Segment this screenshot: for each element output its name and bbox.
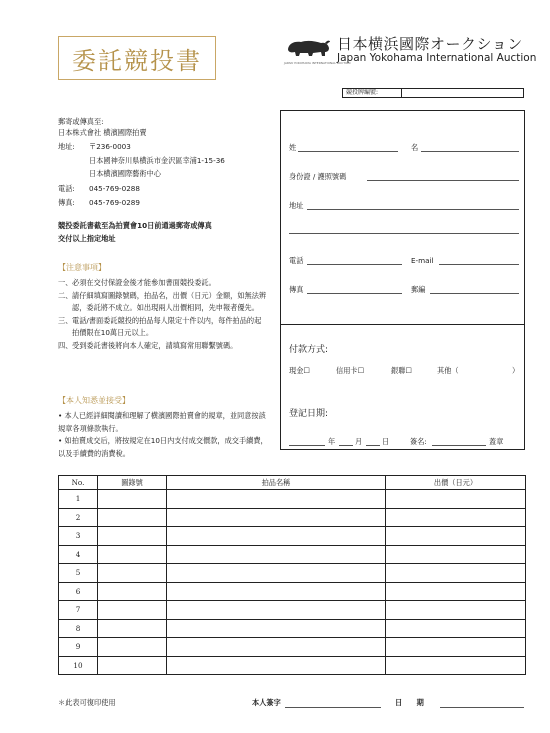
bid-amount-cell[interactable] <box>386 638 526 657</box>
lot-table <box>58 475 526 675</box>
surname-label: 姓 <box>289 143 297 152</box>
notes-list <box>58 277 268 353</box>
surname-field[interactable] <box>298 150 398 152</box>
row-number: 1 <box>59 490 98 509</box>
date-footer-field[interactable] <box>440 706 524 708</box>
copy-note: ＊此表可復印使用 <box>58 698 116 707</box>
payment-cash-checkbox[interactable]: 現金☐ <box>289 366 310 375</box>
row-number: 10 <box>59 656 98 675</box>
postcode-label: 郵編 <box>411 285 426 294</box>
payment-card-checkbox[interactable]: 信用卡☐ <box>336 366 365 375</box>
year-label: 年 <box>328 437 336 446</box>
note-number: 二、 <box>58 290 73 300</box>
deadline-note-2: 交付以上指定地址 <box>58 234 116 243</box>
postal-code: 〒236-0003 <box>89 142 131 151</box>
form-divider <box>280 324 525 325</box>
row-number: 5 <box>59 564 98 583</box>
acknowledge-item: • 本人已經詳細閱讀和理解了横濱國際拍賣會的規章，並同意按該規章各項條款執行。 <box>58 411 266 433</box>
payment-unionpay-checkbox[interactable]: 銀聯☐ <box>391 366 412 375</box>
email-field[interactable] <box>439 263 519 265</box>
catalog-no-cell[interactable] <box>98 508 167 527</box>
bid-amount-cell[interactable] <box>386 490 526 509</box>
bid-amount-cell[interactable] <box>386 619 526 638</box>
col-no-header: No. <box>59 476 98 490</box>
payment-heading: 付款方式: <box>289 345 329 355</box>
note-text: 受到委託書後將向本人確定，請填寫常用聯繫號碼。 <box>72 340 238 350</box>
col-lot-name-header: 拍品名稱 <box>167 476 386 490</box>
day-field[interactable] <box>366 444 380 446</box>
row-number: 6 <box>59 582 98 601</box>
bid-amount-cell[interactable] <box>386 656 526 675</box>
notes-heading: 【注意事項】 <box>58 263 106 272</box>
registration-date-heading: 登記日期: <box>289 409 329 419</box>
given-name-field[interactable] <box>421 150 519 152</box>
day-label: 日 <box>382 437 390 446</box>
company-name: 日本株式會社 横濱國際拍賣 <box>58 128 147 137</box>
fax-label: 傳真: <box>58 198 75 207</box>
note-number: 四、 <box>58 340 73 350</box>
catalog-no-cell[interactable] <box>98 656 167 675</box>
tel-label: 電話: <box>58 184 75 193</box>
signature-field[interactable] <box>432 444 486 446</box>
table-header-row <box>59 476 526 490</box>
bid-amount-cell[interactable] <box>386 601 526 620</box>
catalog-no-cell[interactable] <box>98 638 167 657</box>
postcode-field[interactable] <box>430 292 519 294</box>
mail-to-label: 郵寄或傳真至: <box>58 117 104 126</box>
acknowledge-list <box>58 410 272 460</box>
email-label: E-mail <box>411 256 434 265</box>
address-field-label: 地址 <box>289 201 304 210</box>
phone-label: 電話 <box>289 256 304 265</box>
logo-small-text: JAPAN YOKOHAMA INTERNATIONAL AUCTION <box>284 61 351 65</box>
logo-english-name: Japan Yokohama International Auction <box>337 52 537 64</box>
table-row <box>59 638 526 657</box>
lot-name-cell[interactable] <box>167 638 386 657</box>
address-field[interactable] <box>307 208 519 210</box>
signature-label: 簽名: <box>410 437 427 446</box>
lot-name-cell[interactable] <box>167 656 386 675</box>
bid-amount-cell[interactable] <box>386 564 526 583</box>
fax-number: 045-769-0289 <box>89 198 140 207</box>
address-building: 日本横濱國際藝術中心 <box>89 169 161 178</box>
table-row <box>59 564 526 583</box>
deadline-note-1: 競投委託書截至為拍賣會10日前通過郵寄或傳真 <box>58 221 212 230</box>
table-row <box>59 582 526 601</box>
payment-other-close: ） <box>512 366 520 375</box>
catalog-no-cell[interactable] <box>98 490 167 509</box>
catalog-no-cell[interactable] <box>98 582 167 601</box>
buffalo-logo-icon <box>285 36 331 58</box>
note-text: 必須在交付保證金後才能參加書面競投委託。 <box>72 278 216 287</box>
bid-amount-cell[interactable] <box>386 508 526 527</box>
row-number: 4 <box>59 545 98 564</box>
table-row <box>59 508 526 527</box>
bid-amount-cell[interactable] <box>386 545 526 564</box>
row-number: 7 <box>59 601 98 620</box>
address-field-line2[interactable] <box>289 232 519 234</box>
lot-name-cell[interactable] <box>167 582 386 601</box>
signature-footer-label: 本人簽字 <box>252 698 281 707</box>
id-number-field[interactable] <box>367 179 519 181</box>
lot-name-cell[interactable] <box>167 527 386 546</box>
bid-amount-cell[interactable] <box>386 582 526 601</box>
form-title: 委託競投書 <box>58 36 216 80</box>
lot-name-cell[interactable] <box>167 564 386 583</box>
note-item <box>58 290 268 315</box>
table-row <box>59 619 526 638</box>
note-item <box>58 277 268 290</box>
table-row <box>59 656 526 675</box>
bid-amount-cell[interactable] <box>386 527 526 546</box>
row-number: 3 <box>59 527 98 546</box>
lot-name-cell[interactable] <box>167 545 386 564</box>
lot-name-cell[interactable] <box>167 508 386 527</box>
table-row <box>59 601 526 620</box>
note-item <box>58 315 268 340</box>
bid-number-field[interactable] <box>401 89 523 97</box>
fax-field[interactable] <box>307 292 402 294</box>
lot-name-cell[interactable] <box>167 619 386 638</box>
month-field[interactable] <box>339 444 353 446</box>
note-item <box>58 340 268 353</box>
month-label: 月 <box>355 437 363 446</box>
row-number: 8 <box>59 619 98 638</box>
table-row <box>59 490 526 509</box>
col-bid-header: 出價（日元） <box>386 476 526 490</box>
row-number: 2 <box>59 508 98 527</box>
catalog-no-cell[interactable] <box>98 601 167 620</box>
seal-label: 蓋章 <box>489 437 504 446</box>
table-row <box>59 545 526 564</box>
payment-other-label[interactable]: 其他（ <box>437 366 459 375</box>
address-label: 地址: <box>58 142 75 151</box>
note-number: 三、 <box>58 315 73 325</box>
acknowledge-heading: 【本人知悉並接受】 <box>58 396 130 405</box>
note-text: 電話/書面委託競投的拍品每人限定十件以内，每件拍品的起拍價限在10萬日元以上。 <box>72 315 262 338</box>
catalog-no-cell[interactable] <box>98 527 167 546</box>
bid-number-box[interactable] <box>342 88 524 98</box>
fax-field-label: 傳真 <box>289 285 304 294</box>
note-text: 請仔細填寫圖錄號碼，拍品名，出價（日元）金額，如無法辨認，委託將不成立。如出現兩人出價相同，先申報者優先。 <box>72 290 267 313</box>
year-field[interactable] <box>289 444 325 446</box>
col-catalog-header: 圖錄號 <box>98 476 167 490</box>
date-footer-label: 日 期 <box>395 698 424 707</box>
logo-japanese-name: 日本横浜國際オークション <box>337 35 523 53</box>
applicant-form <box>280 110 525 450</box>
address-line: 日本國神奈川県横浜市金沢區幸浦1-15-36 <box>89 156 225 165</box>
lot-name-cell[interactable] <box>167 601 386 620</box>
tel-number: 045-769-0288 <box>89 184 140 193</box>
given-name-label: 名 <box>411 143 419 152</box>
bid-number-label: 競投牌編號: <box>346 89 379 96</box>
table-row <box>59 527 526 546</box>
row-number: 9 <box>59 638 98 657</box>
phone-field[interactable] <box>307 263 402 265</box>
lot-name-cell[interactable] <box>167 490 386 509</box>
catalog-no-cell[interactable] <box>98 545 167 564</box>
catalog-no-cell[interactable] <box>98 564 167 583</box>
note-number: 一、 <box>58 278 73 287</box>
id-number-label: 身份證 / 護照號碼 <box>289 172 347 181</box>
signature-footer-field[interactable] <box>285 706 381 708</box>
acknowledge-item: • 如拍賣成交后，將按規定在10日内支付成交價款，成交手續費，以及手續費的消費稅。 <box>58 436 268 458</box>
catalog-no-cell[interactable] <box>98 619 167 638</box>
